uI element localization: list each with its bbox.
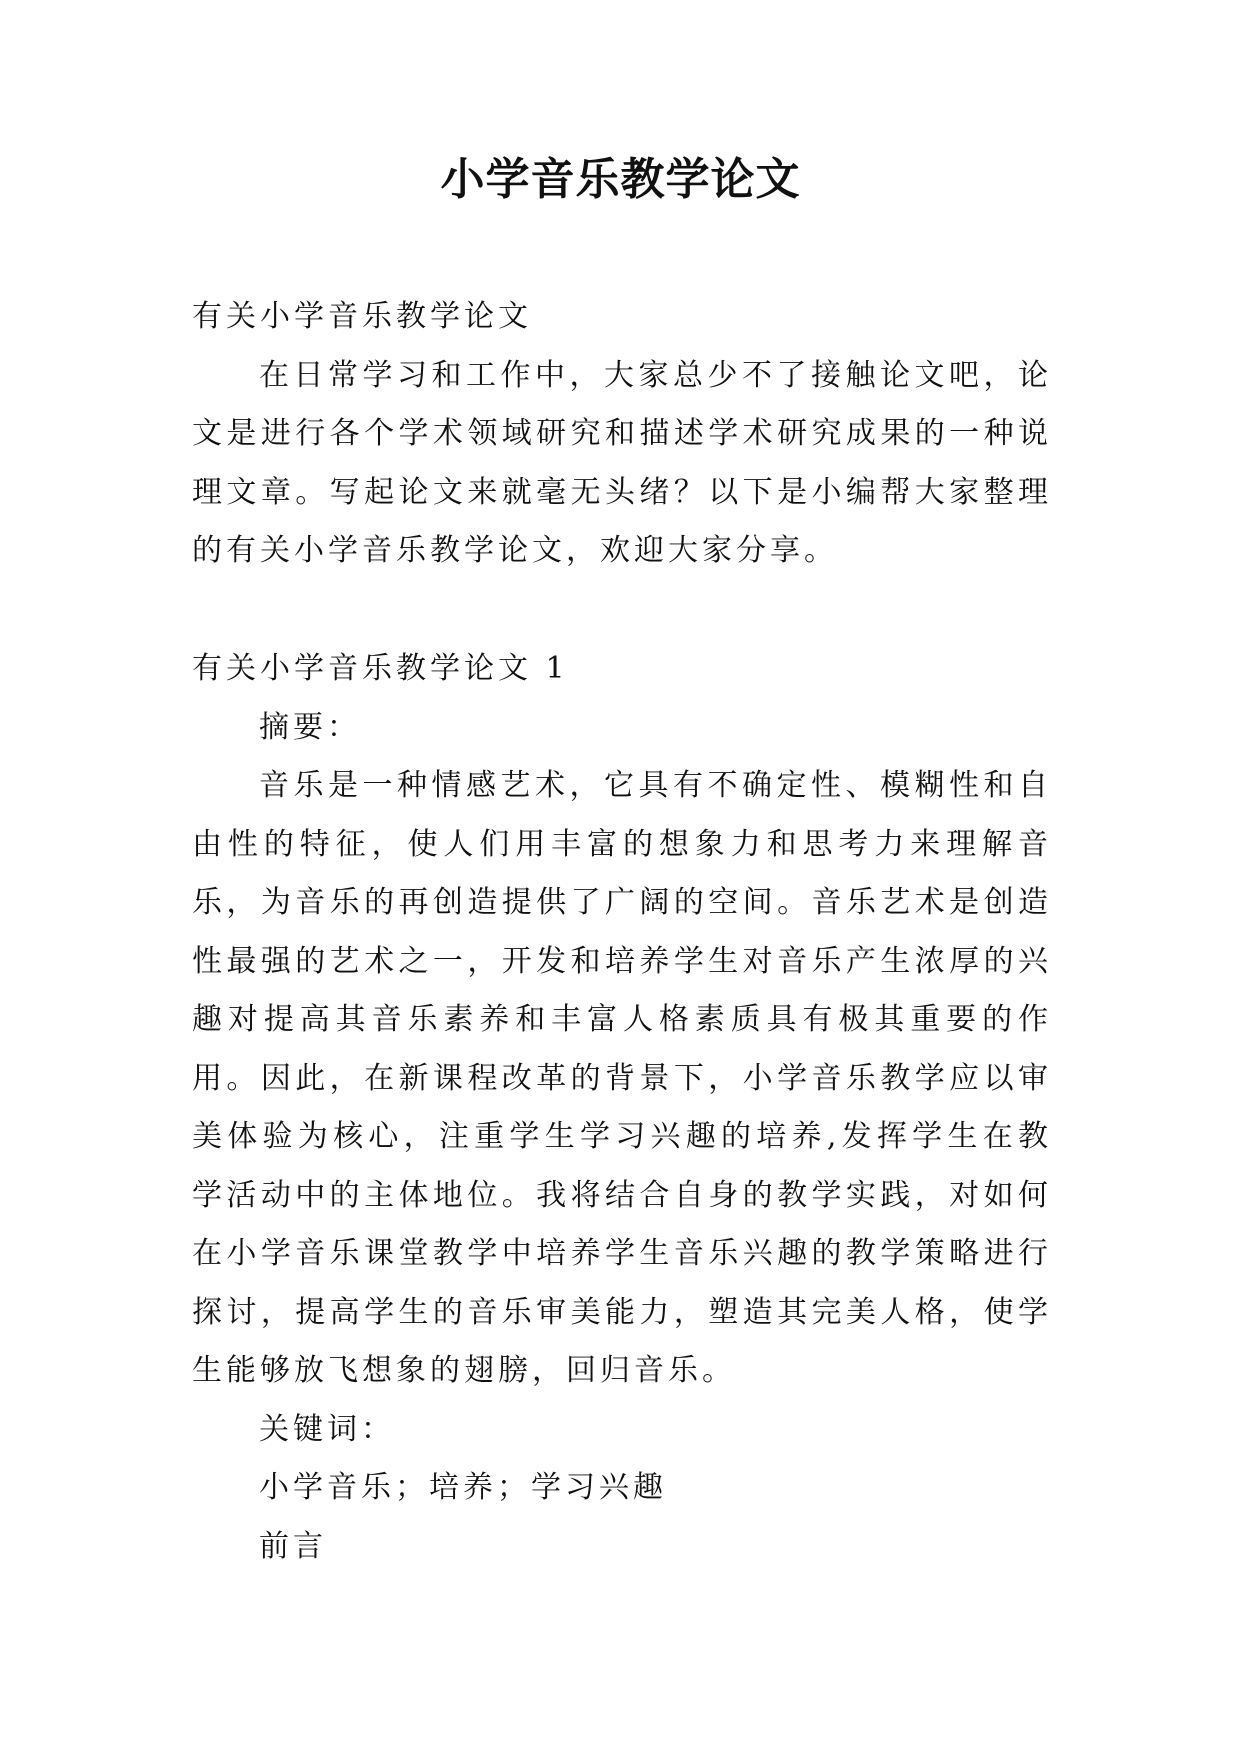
document-title: 小学音乐教学论文 bbox=[440, 154, 801, 205]
abstract-paragraph: 音乐是一种情感艺术，它具有不确定性、模糊性和自由性的特征，使人们用丰富的想象力和思考力来理解音乐，为音乐的再创造提供了广阔的空间。音乐艺术是创造性最强的艺术之一，开发和培养学生对音乐产生浓厚的兴趣对提高其音乐素养和丰富人格素质具有极其重要的作用。因此，在新课程改革的背景下，小学音乐教学应以审美体验为核心，注重学生学习兴趣的培养,发挥学生在教学活动中的主体地位。我将结合自身的教学实践，对如何在小学音乐课堂教学中培养学生音乐兴趣的教学策略进行探讨，提高学生的音乐审美能力，塑造其完美人格，使学生能够放飞想象的翅膀，回归音乐。 bbox=[192, 768, 1052, 1388]
abstract-label: 摘要： bbox=[259, 709, 361, 745]
keywords-text: 小学音乐；培养；学习兴趣 bbox=[259, 1470, 667, 1505]
intro-paragraph: 在日常学习和工作中，大家总少不了接触论文吧，论文是进行各个学术领域研究和描述学术研究成果的一种说理文章。写起论文来就毫无头绪？以下是小编帮大家整理的有关小学音乐教学论文，欢迎大家分享。 bbox=[192, 357, 1052, 568]
intro-block bbox=[192, 288, 1052, 581]
section-block bbox=[192, 640, 1052, 1576]
keywords-label: 关键词： bbox=[259, 1411, 395, 1447]
preface-label: 前言 bbox=[259, 1528, 327, 1564]
section-heading: 有关小学音乐教学论文 1 bbox=[192, 651, 569, 686]
intro-heading: 有关小学音乐教学论文 bbox=[192, 299, 532, 334]
